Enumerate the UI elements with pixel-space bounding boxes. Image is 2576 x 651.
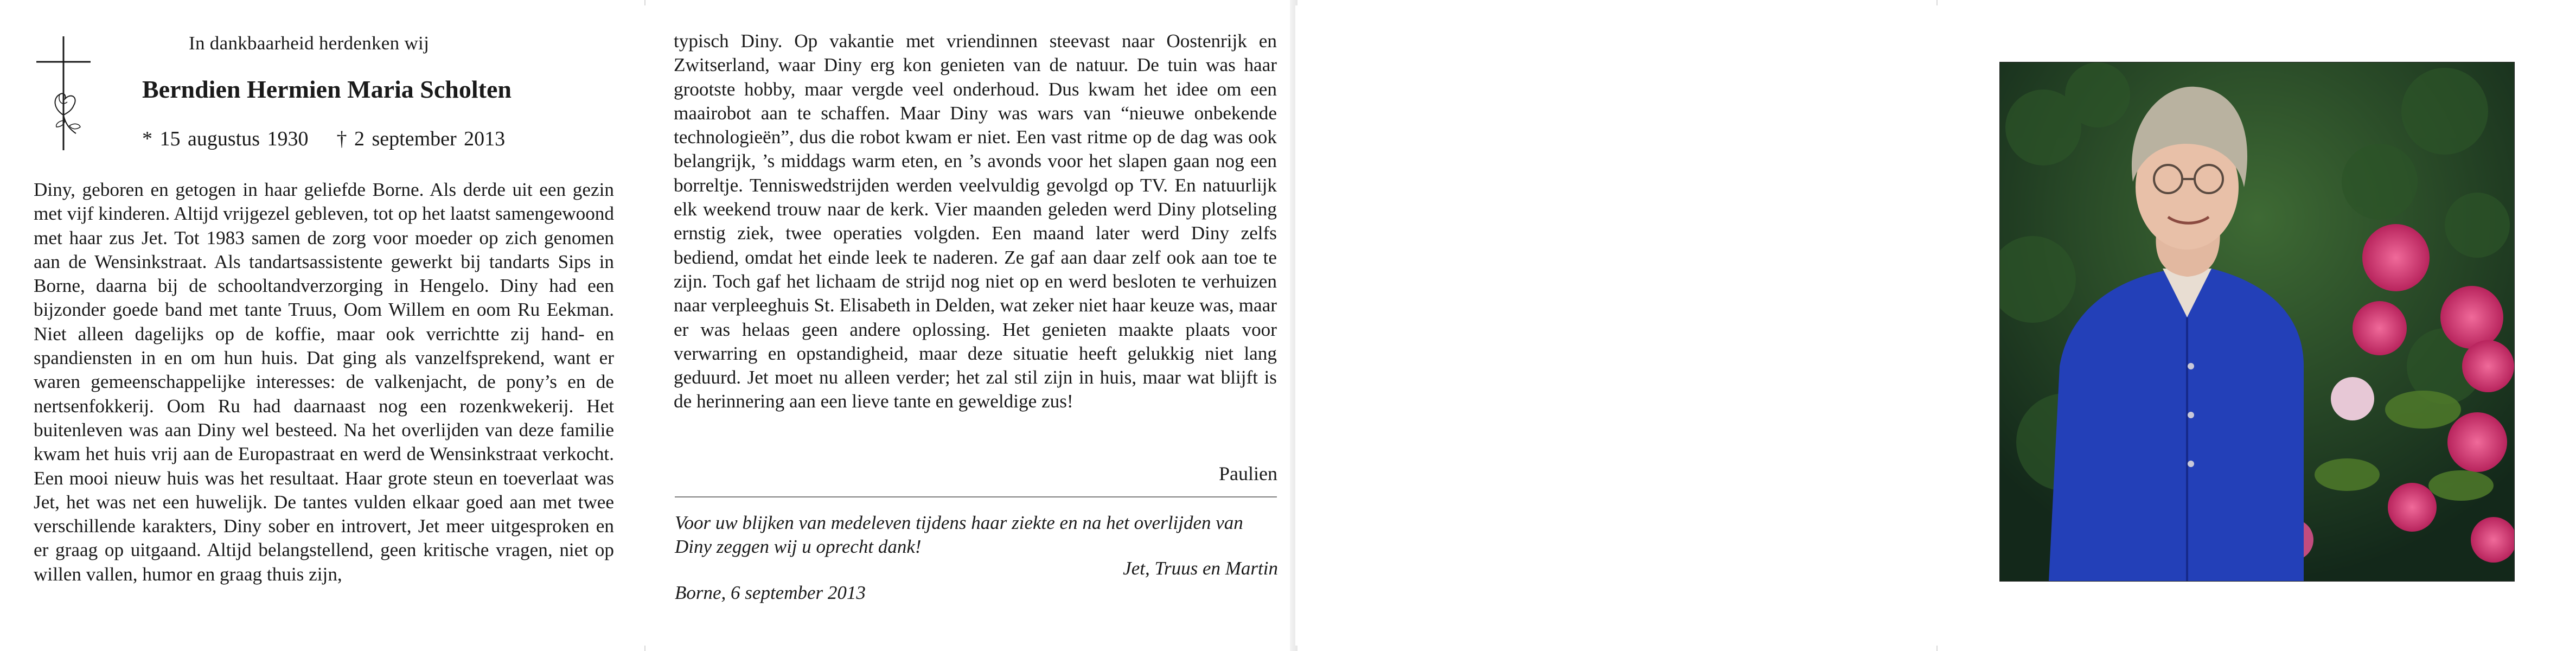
panel-announcement [0, 5, 644, 646]
signature-family: Jet, Truus en Martin [1123, 558, 1278, 579]
signature-author: Paulien [1219, 463, 1277, 484]
thank-you-note: Voor uw blijken van medeleven tijdens haar ziekte en na het overlijden van Diny zeggen wij u oprecht dank! [675, 512, 1243, 557]
panel-photo [1936, 5, 2576, 646]
biography-part-1: Diny, geboren en getogen in haar geliefde Borne. Als derde uit een gezin met vijf kinderen. Altijd vrijgezel gebleven, tot op het laatst samengewoond met haar zus Jet. Tot 1983 samen de zorg voor moeder op zich genomen aan de Wensinkstraat. Als tandartsassistente gewerkt bij tandarts Sips in Borne, daarna bij de schooltandverzorging in Hengelo. Diny had een bijzonder goede band met tante Truus, Oom Willem en oom Ru Eekman. Niet alleen dagelijks op de koffie, maar ook verrichtte zij hand- en spandiensten in en om hun huis. Dat ging als vanzelfsprekend, want er waren gemeenschappelijke interesses: de valkenjacht, de pony’s en de nertsenfokkerij. Oom Ru had daarnaast nog een rozenkwekerij. Het buitenleven was aan Diny wel besteed. Na het overlijden van deze familie kwam het huis vrij aan de Europastraat en werd de Wensinkstraat verkocht. Een mooi nieuw huis was het resultaat. Haar grote steun en toeverlaat was Jet, het was net een huwelijk. De tantes vulden elkaar goed aan met twee verschillende karakters, Diny sober en introvert, Jet meer uitgesproken en er graag op uitgaand. Altijd belangstellend, geen kritische vragen, niet op willen vallen, humor en graag thuis zijn, [34, 179, 614, 585]
panel-blank [1295, 5, 1936, 646]
intro-text: In dankbaarheid herdenken wij [189, 33, 430, 54]
biography-part-2: typisch Diny. Op vakantie met vriendinnen steevast naar Oostenrijk en Zwitserland, waar Diny erg kon genieten van de natuur. De tuin was haar grootste hobby, maar vergde veel onderhoud. Dus kwam het idee om een maairobot aan te schaffen. Maar Diny was wars van “nieuwe onbekende technologieën”, dus die robot kwam er niet. Een vast ritme op de dag was ook belangrijk, ’s middags warm eten, en ’s avonds voor het slapen gaan nog een borreltje. Tenniswedstrijden werden veelvuldig gevolgd op TV. En natuurlijk elk weekend trouw naar de kerk. Vier maanden geleden werd Diny plotseling ernstig ziek, twee operaties volgden. Een maand later werd Diny zelfs bediend, omdat het einde leek te naderen. Ze gaf aan daar zelf ook aan toe te zijn. Toch gaf het lichaam de strijd nog niet op en werd besloten te verhuizen naar verpleeghuis St. Elisabeth in Delden, wat zeker niet haar keuze was, maar er was helaas geen andere oplossing. Het genieten maakte plaats voor verwarring en opstandigheid, maar deze situatie heeft gelukkig niet lang geduurd. Jet moet nu alleen verder; het zal stil zijn in huis, maar wat blijft is de herinnering aan een lieve tante en geweldige zus! [674, 30, 1277, 412]
place-and-date: Borne, 6 september 2013 [675, 582, 866, 603]
divider [675, 496, 1277, 497]
life-dates [142, 127, 505, 151]
panel-biography-continued [644, 5, 1295, 646]
portrait-photo [1999, 62, 2515, 582]
cross-with-rose-icon [34, 34, 93, 153]
deceased-name: Berndien Hermien Maria Scholten [142, 75, 512, 103]
birth-date: * 15 augustus 1930 [142, 127, 309, 150]
death-date: † 2 september 2013 [336, 127, 506, 150]
